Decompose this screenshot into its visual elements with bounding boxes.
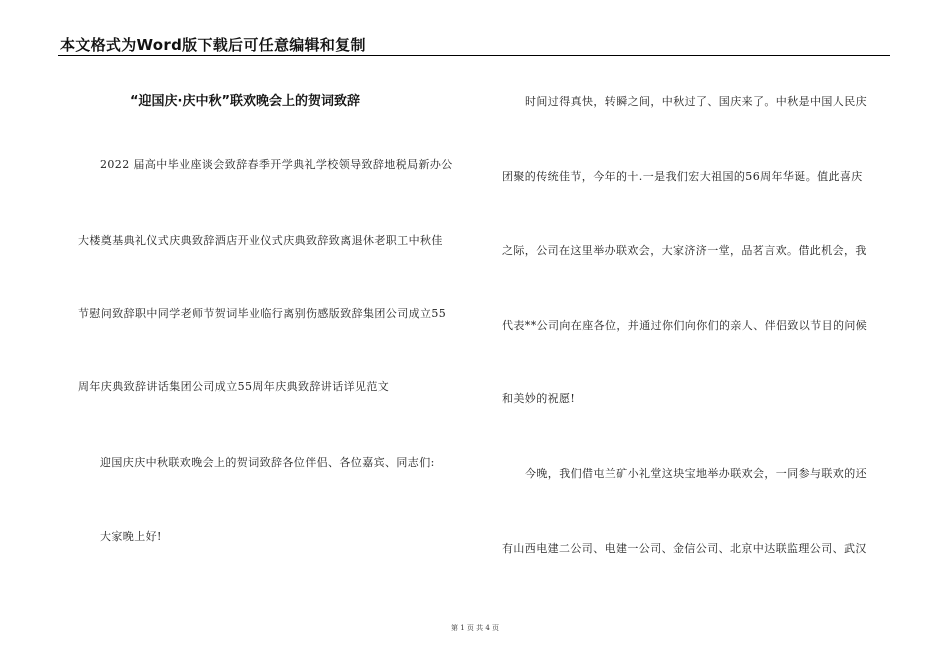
right-paragraph-line: 时间过得真快，转瞬之间，中秋过了、国庆来了。中秋是中国人民庆: [525, 95, 867, 108]
left-paragraph-line: 2022 届高中毕业座谈会致辞春季开学典礼学校领导致辞地税局新办公: [100, 158, 453, 171]
left-paragraph-line: 大家晚上好!: [100, 530, 162, 543]
header-divider: [58, 55, 890, 56]
document-title: “迎国庆·庆中秋”联欢晚会上的贺词致辞: [130, 94, 361, 109]
document-header-banner: 本文格式为Word版下载后可任意编辑和复制: [60, 36, 366, 54]
right-paragraph-line: 团聚的传统佳节，今年的十.一是我们宏大祖国的56周年华诞。值此喜庆: [502, 170, 863, 183]
right-paragraph-line: 之际，公司在这里举办联欢会，大家济济一堂，品茗言欢。借此机会，我: [502, 244, 867, 257]
page-number-footer: 第 1 页 共 4 页: [450, 624, 500, 632]
left-paragraph-line: 节慰问致辞职中同学老师节贺词毕业临行离别伤感版致辞集团公司成立55: [78, 307, 447, 320]
right-paragraph-line: 和美妙的祝愿!: [502, 392, 576, 405]
left-paragraph-line: 大楼奠基典礼仪式庆典致辞酒店开业仪式庆典致辞致离退休老职工中秋佳: [78, 234, 443, 247]
right-paragraph-line: 代表**公司向在座各位，并通过你们向你们的亲人、伴侣致以节目的问候: [502, 319, 868, 332]
right-paragraph-line: 今晚，我们借屯兰矿小礼堂这块宝地举办联欢会，一同参与联欢的还: [525, 467, 867, 480]
right-paragraph-line: 有山西电建二公司、电建一公司、金信公司、北京中达联监理公司、武汉: [502, 542, 867, 555]
left-paragraph-line: 周年庆典致辞讲话集团公司成立55周年庆典致辞讲话详见范文: [78, 380, 390, 393]
left-paragraph-line: 迎国庆庆中秋联欢晚会上的贺词致辞各位伴侣、各位嘉宾、同志们:: [100, 456, 435, 469]
